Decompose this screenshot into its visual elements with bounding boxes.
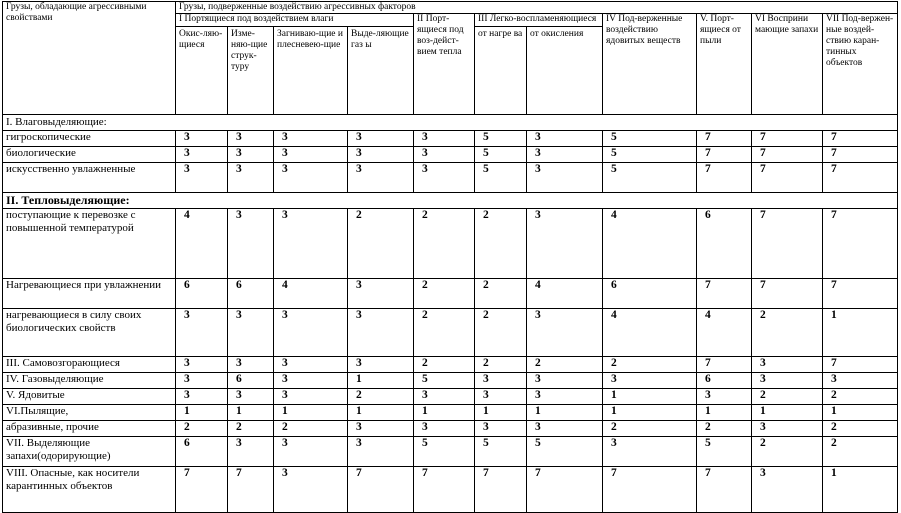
factor-value: 6 (228, 373, 274, 389)
factor-value: 7 (752, 147, 823, 163)
factor-value: 7 (823, 163, 898, 193)
factor-value: 5 (697, 437, 752, 467)
factor-value: 3 (228, 147, 274, 163)
factor-value: 3 (527, 147, 603, 163)
factor-value: 6 (697, 209, 752, 279)
factor-value: 5 (603, 131, 697, 147)
cargo-label: VI.Пылящие, (3, 405, 176, 421)
factor-value: 3 (228, 209, 274, 279)
factor-value: 4 (274, 279, 348, 309)
factor-value: 1 (527, 405, 603, 421)
factor-value: 1 (348, 373, 414, 389)
factor-value: 3 (823, 373, 898, 389)
factor-value: 3 (527, 163, 603, 193)
factor-value: 3 (274, 389, 348, 405)
factor-value: 5 (475, 147, 527, 163)
factor-value: 7 (823, 147, 898, 163)
table-row (3, 405, 898, 421)
factor-value: 3 (348, 163, 414, 193)
cargo-label: нагревающиеся в силу своих биологических свойств (3, 309, 176, 357)
factor-value: 2 (752, 309, 823, 357)
factor-value: 3 (475, 373, 527, 389)
factor-value: 3 (274, 373, 348, 389)
factor-value: 2 (414, 209, 475, 279)
table-row (3, 163, 898, 193)
table-row (3, 373, 898, 389)
factor-value: 7 (348, 467, 414, 513)
factor-value: 3 (274, 209, 348, 279)
factor-value: 3 (274, 147, 348, 163)
cargo-label: биологические (3, 147, 176, 163)
factor-value: 4 (697, 309, 752, 357)
factor-value: 3 (348, 147, 414, 163)
factor-value: 1 (348, 405, 414, 421)
factor-value: 7 (697, 131, 752, 147)
cargo-label: V. Ядовитые (3, 389, 176, 405)
header-sub-rotting: Загниваю-щие и плесневею-щие (274, 27, 348, 115)
factor-value: 7 (823, 279, 898, 309)
cargo-label: Нагревающиеся при увлажнении (3, 279, 176, 309)
cargo-label: гигроскопические (3, 131, 176, 147)
factor-value: 7 (752, 209, 823, 279)
factor-value: 5 (527, 437, 603, 467)
header-group-moisture: I Портящиеся под воздействием влаги (176, 14, 414, 27)
factor-value: 2 (697, 421, 752, 437)
factor-value: 2 (414, 309, 475, 357)
factor-value: 3 (414, 421, 475, 437)
table-row (3, 357, 898, 373)
table-section-row (3, 193, 898, 209)
factor-value: 3 (348, 309, 414, 357)
cargo-label: VII. Выделяющие запахи(одорирующие) (3, 437, 176, 467)
factor-value: 3 (527, 209, 603, 279)
factor-value: 6 (697, 373, 752, 389)
factor-value: 3 (228, 357, 274, 373)
factor-value: 2 (414, 279, 475, 309)
header-group-flammable: III Легко-воспламеняющиеся (475, 14, 603, 27)
factor-value: 3 (348, 437, 414, 467)
factor-value: 2 (274, 421, 348, 437)
factor-value: 1 (475, 405, 527, 421)
factor-value: 3 (752, 373, 823, 389)
factor-value: 3 (475, 421, 527, 437)
factor-value: 5 (414, 437, 475, 467)
factor-value: 3 (274, 309, 348, 357)
factor-value: 3 (527, 389, 603, 405)
factor-value: 7 (527, 467, 603, 513)
cargo-label: абразивные, прочие (3, 421, 176, 437)
header-group-quarantine: VII Под-вержен-ные воздей-ствию каран-тинных объектов (823, 14, 898, 115)
factor-value: 2 (823, 421, 898, 437)
table-section-row (3, 115, 898, 131)
header-group-toxic: IV Под-верженные воздействию ядовитых веществ (603, 14, 697, 115)
header-sub-structure: Изме-няю-щие струк-туру (228, 27, 274, 115)
factor-value: 1 (603, 405, 697, 421)
factor-value: 7 (697, 279, 752, 309)
factor-value: 1 (274, 405, 348, 421)
cargo-label: поступающие к перевозке с повышенной температурой (3, 209, 176, 279)
factor-value: 2 (228, 421, 274, 437)
factor-value: 3 (348, 131, 414, 147)
factor-value: 3 (228, 389, 274, 405)
factor-value: 1 (176, 405, 228, 421)
header-sub-from-oxidation: от окисления (527, 27, 603, 115)
table-row (3, 421, 898, 437)
header-group-heat: II Порт-ящиеся под воз-дейст-вием тепла (414, 14, 475, 115)
factor-value: 3 (228, 163, 274, 193)
factor-value: 1 (752, 405, 823, 421)
factor-value: 7 (823, 131, 898, 147)
factor-value: 3 (603, 373, 697, 389)
factor-value: 3 (527, 373, 603, 389)
factor-value: 2 (176, 421, 228, 437)
factor-value: 2 (475, 309, 527, 357)
factor-value: 7 (414, 467, 475, 513)
factor-value: 5 (414, 373, 475, 389)
factor-value: 7 (697, 357, 752, 373)
factor-value: 3 (348, 421, 414, 437)
factor-value: 3 (176, 131, 228, 147)
table-row (3, 467, 898, 513)
cargo-label: III. Самовозгорающиеся (3, 357, 176, 373)
factor-value: 3 (176, 373, 228, 389)
factor-value: 3 (414, 389, 475, 405)
factor-value: 3 (274, 131, 348, 147)
table-row (3, 309, 898, 357)
factor-value: 2 (414, 357, 475, 373)
factor-value: 3 (752, 421, 823, 437)
factor-value: 1 (228, 405, 274, 421)
factor-value: 4 (603, 309, 697, 357)
factor-value: 4 (527, 279, 603, 309)
factor-value: 3 (475, 389, 527, 405)
cargo-label: VIII. Опасные, как носители карантинных объектов (3, 467, 176, 513)
cargo-label: искусственно увлажненные (3, 163, 176, 193)
factor-value: 5 (603, 163, 697, 193)
factor-value: 7 (228, 467, 274, 513)
factor-value: 2 (475, 357, 527, 373)
factor-value: 3 (228, 309, 274, 357)
factor-value: 2 (823, 389, 898, 405)
header-sub-gas: Выде-ляющие газ ы (348, 27, 414, 115)
factor-value: 2 (603, 357, 697, 373)
aggressive-cargo-table (2, 1, 898, 513)
factor-value: 1 (414, 405, 475, 421)
factor-value: 1 (823, 309, 898, 357)
table-row (3, 131, 898, 147)
cargo-label: IV. Газовыделяющие (3, 373, 176, 389)
factor-value: 3 (752, 467, 823, 513)
factor-value: 5 (603, 147, 697, 163)
factor-value: 2 (475, 279, 527, 309)
factor-value: 3 (752, 357, 823, 373)
table-row (3, 389, 898, 405)
factor-value: 7 (752, 163, 823, 193)
factor-value: 2 (603, 421, 697, 437)
factor-value: 2 (752, 437, 823, 467)
factor-value: 1 (697, 405, 752, 421)
header-group-odor: VI Восприни мающие запахи (752, 14, 823, 115)
factor-value: 6 (176, 437, 228, 467)
factor-value: 3 (176, 147, 228, 163)
section-label: I. Влаговыделяющие: (3, 115, 898, 131)
factor-value: 3 (414, 147, 475, 163)
factor-value: 3 (527, 131, 603, 147)
factor-value: 7 (752, 279, 823, 309)
factor-value: 3 (697, 389, 752, 405)
factor-value: 7 (603, 467, 697, 513)
factor-value: 3 (274, 467, 348, 513)
factor-value: 3 (274, 163, 348, 193)
header-sub-oxidizing: Окис-ляю-щиеся (176, 27, 228, 115)
factor-value: 3 (176, 163, 228, 193)
factor-value: 1 (603, 389, 697, 405)
factor-value: 7 (176, 467, 228, 513)
factor-value: 2 (527, 357, 603, 373)
factor-value: 6 (176, 279, 228, 309)
factor-value: 2 (475, 209, 527, 279)
section-label: II. Тепловыделяющие: (3, 193, 898, 209)
factor-value: 3 (527, 421, 603, 437)
factor-value: 3 (274, 357, 348, 373)
factor-value: 2 (348, 389, 414, 405)
factor-value: 3 (348, 357, 414, 373)
factor-value: 3 (176, 389, 228, 405)
header-cargo-column: Грузы, обладающие агрессивными свойствами (3, 2, 176, 115)
factor-value: 3 (348, 279, 414, 309)
header-group-dust: V. Порт-ящиеся от пыли (697, 14, 752, 115)
factor-value: 7 (697, 467, 752, 513)
factor-value: 3 (527, 309, 603, 357)
factor-value: 3 (228, 437, 274, 467)
factor-value: 7 (475, 467, 527, 513)
factor-value: 1 (823, 467, 898, 513)
factor-value: 4 (603, 209, 697, 279)
factor-value: 2 (823, 437, 898, 467)
table-row (3, 279, 898, 309)
table-row (3, 437, 898, 467)
factor-value: 3 (603, 437, 697, 467)
header-sub-from-heating: от нагре ва (475, 27, 527, 115)
factor-value: 1 (823, 405, 898, 421)
factor-value: 3 (228, 131, 274, 147)
factor-value: 5 (475, 163, 527, 193)
factor-value: 7 (697, 163, 752, 193)
table-row (3, 209, 898, 279)
factor-value: 2 (348, 209, 414, 279)
header-aggressive-factors: Грузы, подверженные воздействию агрессивных факторов (176, 2, 898, 14)
factor-value: 7 (823, 209, 898, 279)
factor-value: 3 (176, 309, 228, 357)
factor-value: 7 (823, 357, 898, 373)
factor-value: 7 (697, 147, 752, 163)
factor-value: 3 (414, 131, 475, 147)
factor-value: 5 (475, 437, 527, 467)
factor-value: 3 (274, 437, 348, 467)
factor-value: 3 (176, 357, 228, 373)
factor-value: 6 (603, 279, 697, 309)
factor-value: 6 (228, 279, 274, 309)
factor-value: 2 (752, 389, 823, 405)
factor-value: 3 (414, 163, 475, 193)
factor-value: 4 (176, 209, 228, 279)
factor-value: 5 (475, 131, 527, 147)
factor-value: 7 (752, 131, 823, 147)
table-row (3, 147, 898, 163)
